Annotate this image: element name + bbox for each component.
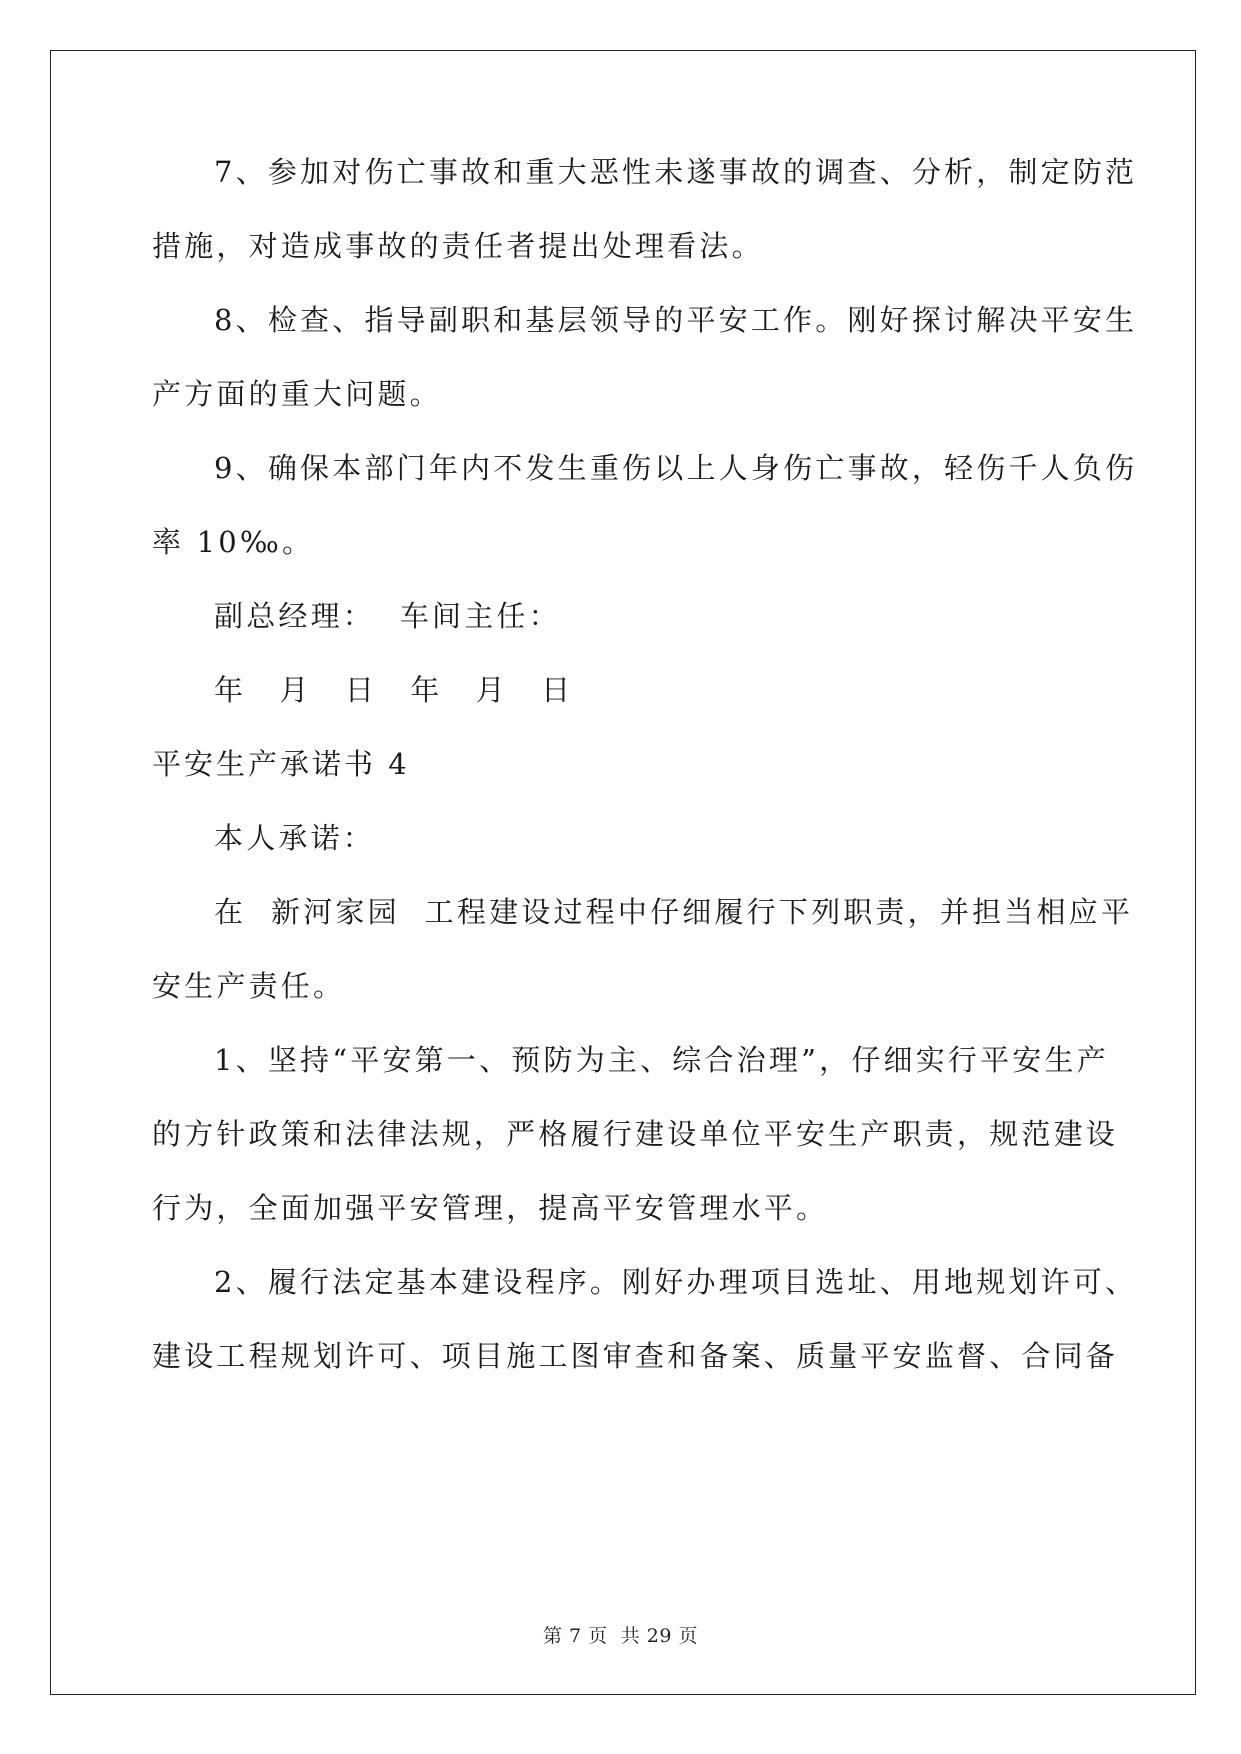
commitment-2-line-2: 建设工程规划许可、项目施工图审查和备案、质量平安监督、合同备: [152, 1339, 1119, 1373]
commitment-1-line-1: 1、坚持“平安第一、预防为主、综合治理”，仔细实行平安生产: [214, 1043, 1109, 1077]
page-number-footer: 第 7 页 共 29 页: [542, 1625, 698, 1647]
item-9-line-1: 9、确保本部门年内不发生重伤以上人身伤亡事故，轻伤千人负伤: [214, 451, 1138, 485]
page-border: [50, 50, 1196, 1695]
commitment-2-line-1: 2、履行法定基本建设程序。刚好办理项目选址、用地规划许可、: [214, 1265, 1138, 1299]
commitment-1-line-3: 行为，全面加强平安管理，提高平安管理水平。: [152, 1191, 829, 1225]
item-7-line-1: 7、参加对伤亡事故和重大恶性未遂事故的调查、分析，制定防范: [214, 155, 1138, 189]
signature-roles: 副总经理： 车间主任：: [214, 599, 561, 633]
commitment-scope-line-1: 在 新河家园 工程建设过程中仔细履行下列职责，并担当相应平: [214, 895, 1134, 929]
commitment-intro: 本人承诺：: [214, 821, 376, 855]
signature-dates: 年 月 日 年 月 日: [214, 673, 577, 707]
item-8-line-2: 产方面的重大问题。: [152, 377, 442, 411]
commitment-1-line-2: 的方针政策和法律法规，严格履行建设单位平安生产职责，规范建设: [152, 1117, 1119, 1151]
item-9-line-2: 率 10‰。: [152, 525, 315, 559]
section-heading: 平安生产承诺书 4: [152, 747, 410, 781]
item-7-line-2: 措施，对造成事故的责任者提出处理看法。: [152, 229, 764, 263]
commitment-scope-line-2: 安生产责任。: [152, 969, 346, 1003]
item-8-line-1: 8、检查、指导副职和基层领导的平安工作。刚好探讨解决平安生: [214, 303, 1138, 337]
